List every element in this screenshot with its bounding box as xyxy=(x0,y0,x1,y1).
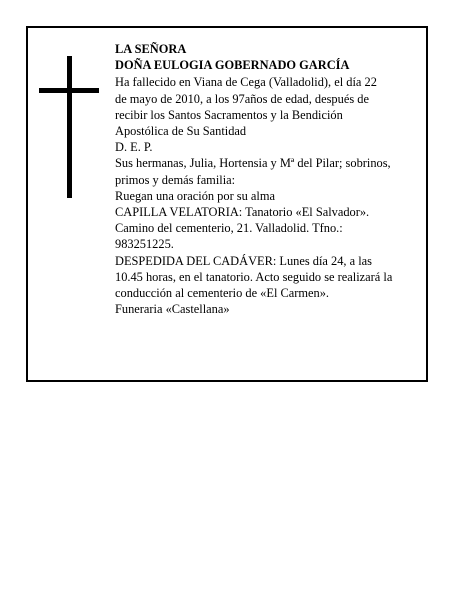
cross-vertical-bar xyxy=(67,56,72,198)
chapel-line: CAPILLA VELATORIA: Tanatorio «El Salvador». xyxy=(115,205,370,220)
family-line: Sus hermanas, Julia, Hortensia y Mª del Pilar; sobrinos, xyxy=(115,156,391,171)
farewell-line: DESPEDIDA DEL CADÁVER: Lunes día 24, a las xyxy=(115,253,372,268)
prayer-request: Ruegan una oración por su alma xyxy=(115,188,275,203)
cross-horizontal-bar xyxy=(39,88,99,93)
death-announcement-line: recibir los Santos Sacramentos y la Bendición xyxy=(115,107,343,122)
death-announcement-line: de mayo de 2010, a los 97años de edad, después de xyxy=(115,91,369,106)
deceased-name: DOÑA EULOGIA GOBERNADO GARCÍA xyxy=(115,58,350,73)
funeral-home: Funeraria «Castellana» xyxy=(115,302,230,317)
death-announcement-line: Apostólica de Su Santidad xyxy=(115,124,247,139)
notice-text xyxy=(115,41,425,317)
family-line: primos y demás familia: xyxy=(115,172,236,187)
chapel-line: Camino del cementerio, 21. Valladolid. Tfno.: xyxy=(115,221,343,236)
obituary-notice xyxy=(26,26,428,382)
dep-line: D. E. P. xyxy=(115,140,153,155)
latin-cross-icon xyxy=(39,56,99,198)
farewell-line: conducción al cementerio de «El Carmen». xyxy=(115,286,329,301)
title-line: LA SEÑORA xyxy=(115,42,187,56)
farewell-line: 10.45 horas, en el tanatorio. Acto seguido se realizará la xyxy=(115,269,393,284)
chapel-line: 983251225. xyxy=(115,237,174,252)
death-announcement-line: Ha fallecido en Viana de Cega (Valladolid), el día 22 xyxy=(115,75,377,90)
